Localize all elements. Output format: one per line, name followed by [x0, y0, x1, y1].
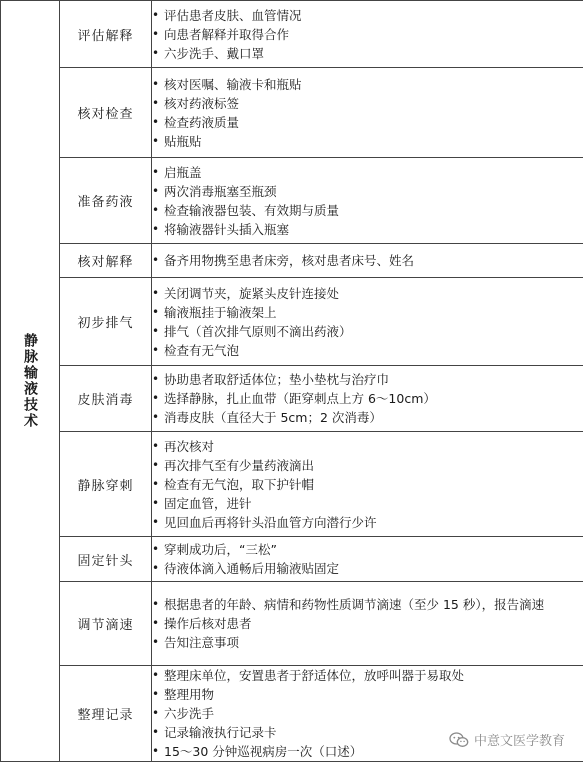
detail-item: • 记录输液执行记录卡: [152, 723, 583, 742]
detail-item: • 选择静脉，扎止血带（距穿刺点上方 6～10cm）: [152, 389, 583, 408]
detail-item: • 评估患者皮肤、血管情况: [152, 6, 583, 25]
step-name: 核对解释: [60, 244, 152, 278]
detail-item: • 核对医嘱、输液卡和瓶贴: [152, 75, 583, 94]
detail-item: • 15～30 分钟巡视病房一次（口述）: [152, 742, 583, 761]
step-details: [152, 582, 583, 666]
step-details: [152, 244, 583, 278]
detail-item: • 两次消毒瓶塞至瓶颈: [152, 182, 583, 201]
step-details: [152, 366, 583, 432]
step-details: [152, 68, 583, 158]
detail-item: • 关闭调节夹，旋紧头皮针连接处: [152, 284, 583, 303]
detail-item: • 消毒皮肤（直径大于 5cm；2 次消毒）: [152, 408, 583, 427]
detail-item: • 备齐用物携至患者床旁，核对患者床号、姓名: [152, 251, 583, 270]
watermark-text: 中意文医学教育: [474, 730, 565, 749]
step-name: 固定针头: [60, 537, 152, 582]
detail-item: • 见回血后再将针头沿血管方向潜行少许: [152, 513, 583, 532]
detail-item: • 向患者解释并取得合作: [152, 25, 583, 44]
step-details: [152, 278, 583, 366]
detail-item: • 再次核对: [152, 437, 583, 456]
step-name: 初步排气: [60, 278, 152, 366]
table-row: [1, 1, 583, 68]
detail-item: • 待液体滴入通畅后用输液贴固定: [152, 559, 583, 578]
table-row: [1, 158, 583, 244]
detail-item: • 再次排气至有少量药液滴出: [152, 456, 583, 475]
detail-item: • 根据患者的年龄、病情和药物性质调节滴速（至少 15 秒），报告滴速: [152, 595, 583, 614]
step-name: 整理记录: [60, 666, 152, 762]
detail-item: • 告知注意事项: [152, 633, 583, 652]
detail-item: • 固定血管，进针: [152, 494, 583, 513]
table-row: [1, 537, 583, 582]
detail-item: • 六步洗手、戴口罩: [152, 44, 583, 63]
table-row: [1, 366, 583, 432]
detail-item: • 穿刺成功后，“三松”: [152, 540, 583, 559]
step-details: [152, 432, 583, 537]
step-details: [152, 537, 583, 582]
detail-item: • 六步洗手: [152, 704, 583, 723]
step-name: 调节滴速: [60, 582, 152, 666]
detail-item: • 操作后核对患者: [152, 614, 583, 633]
detail-item: • 整理床单位，安置患者于舒适体位，放呼叫器于易取处: [152, 666, 583, 685]
detail-item: • 贴瓶贴: [152, 132, 583, 151]
table-row: [1, 582, 583, 666]
detail-item: • 启瓶盖: [152, 163, 583, 182]
step-details: [152, 1, 583, 68]
main-category: 静脉输液技术: [1, 1, 60, 762]
detail-item: • 输液瓶挂于输液架上: [152, 303, 583, 322]
detail-item: • 整理用物: [152, 685, 583, 704]
detail-item: • 检查输液器包装、有效期与质量: [152, 201, 583, 220]
step-details: [152, 158, 583, 244]
step-name: 准备药液: [60, 158, 152, 244]
detail-item: • 检查有无气泡，取下护针帽: [152, 475, 583, 494]
step-name: 静脉穿刺: [60, 432, 152, 537]
detail-item: • 核对药液标签: [152, 94, 583, 113]
detail-item: • 排气（首次排气原则不滴出药液）: [152, 322, 583, 341]
detail-item: • 检查药液质量: [152, 113, 583, 132]
detail-item: • 检查有无气泡: [152, 341, 583, 360]
table-row: [1, 666, 583, 762]
step-name: 评估解释: [60, 1, 152, 68]
table-row: [1, 278, 583, 366]
detail-item: • 协助患者取舒适体位；垫小垫枕与治疗巾: [152, 370, 583, 389]
step-details: [152, 666, 583, 762]
step-name: 皮肤消毒: [60, 366, 152, 432]
table-row: [1, 68, 583, 158]
table-row: [1, 244, 583, 278]
detail-item: • 将输液器针头插入瓶塞: [152, 220, 583, 239]
step-name: 核对检查: [60, 68, 152, 158]
table-row: [1, 432, 583, 537]
